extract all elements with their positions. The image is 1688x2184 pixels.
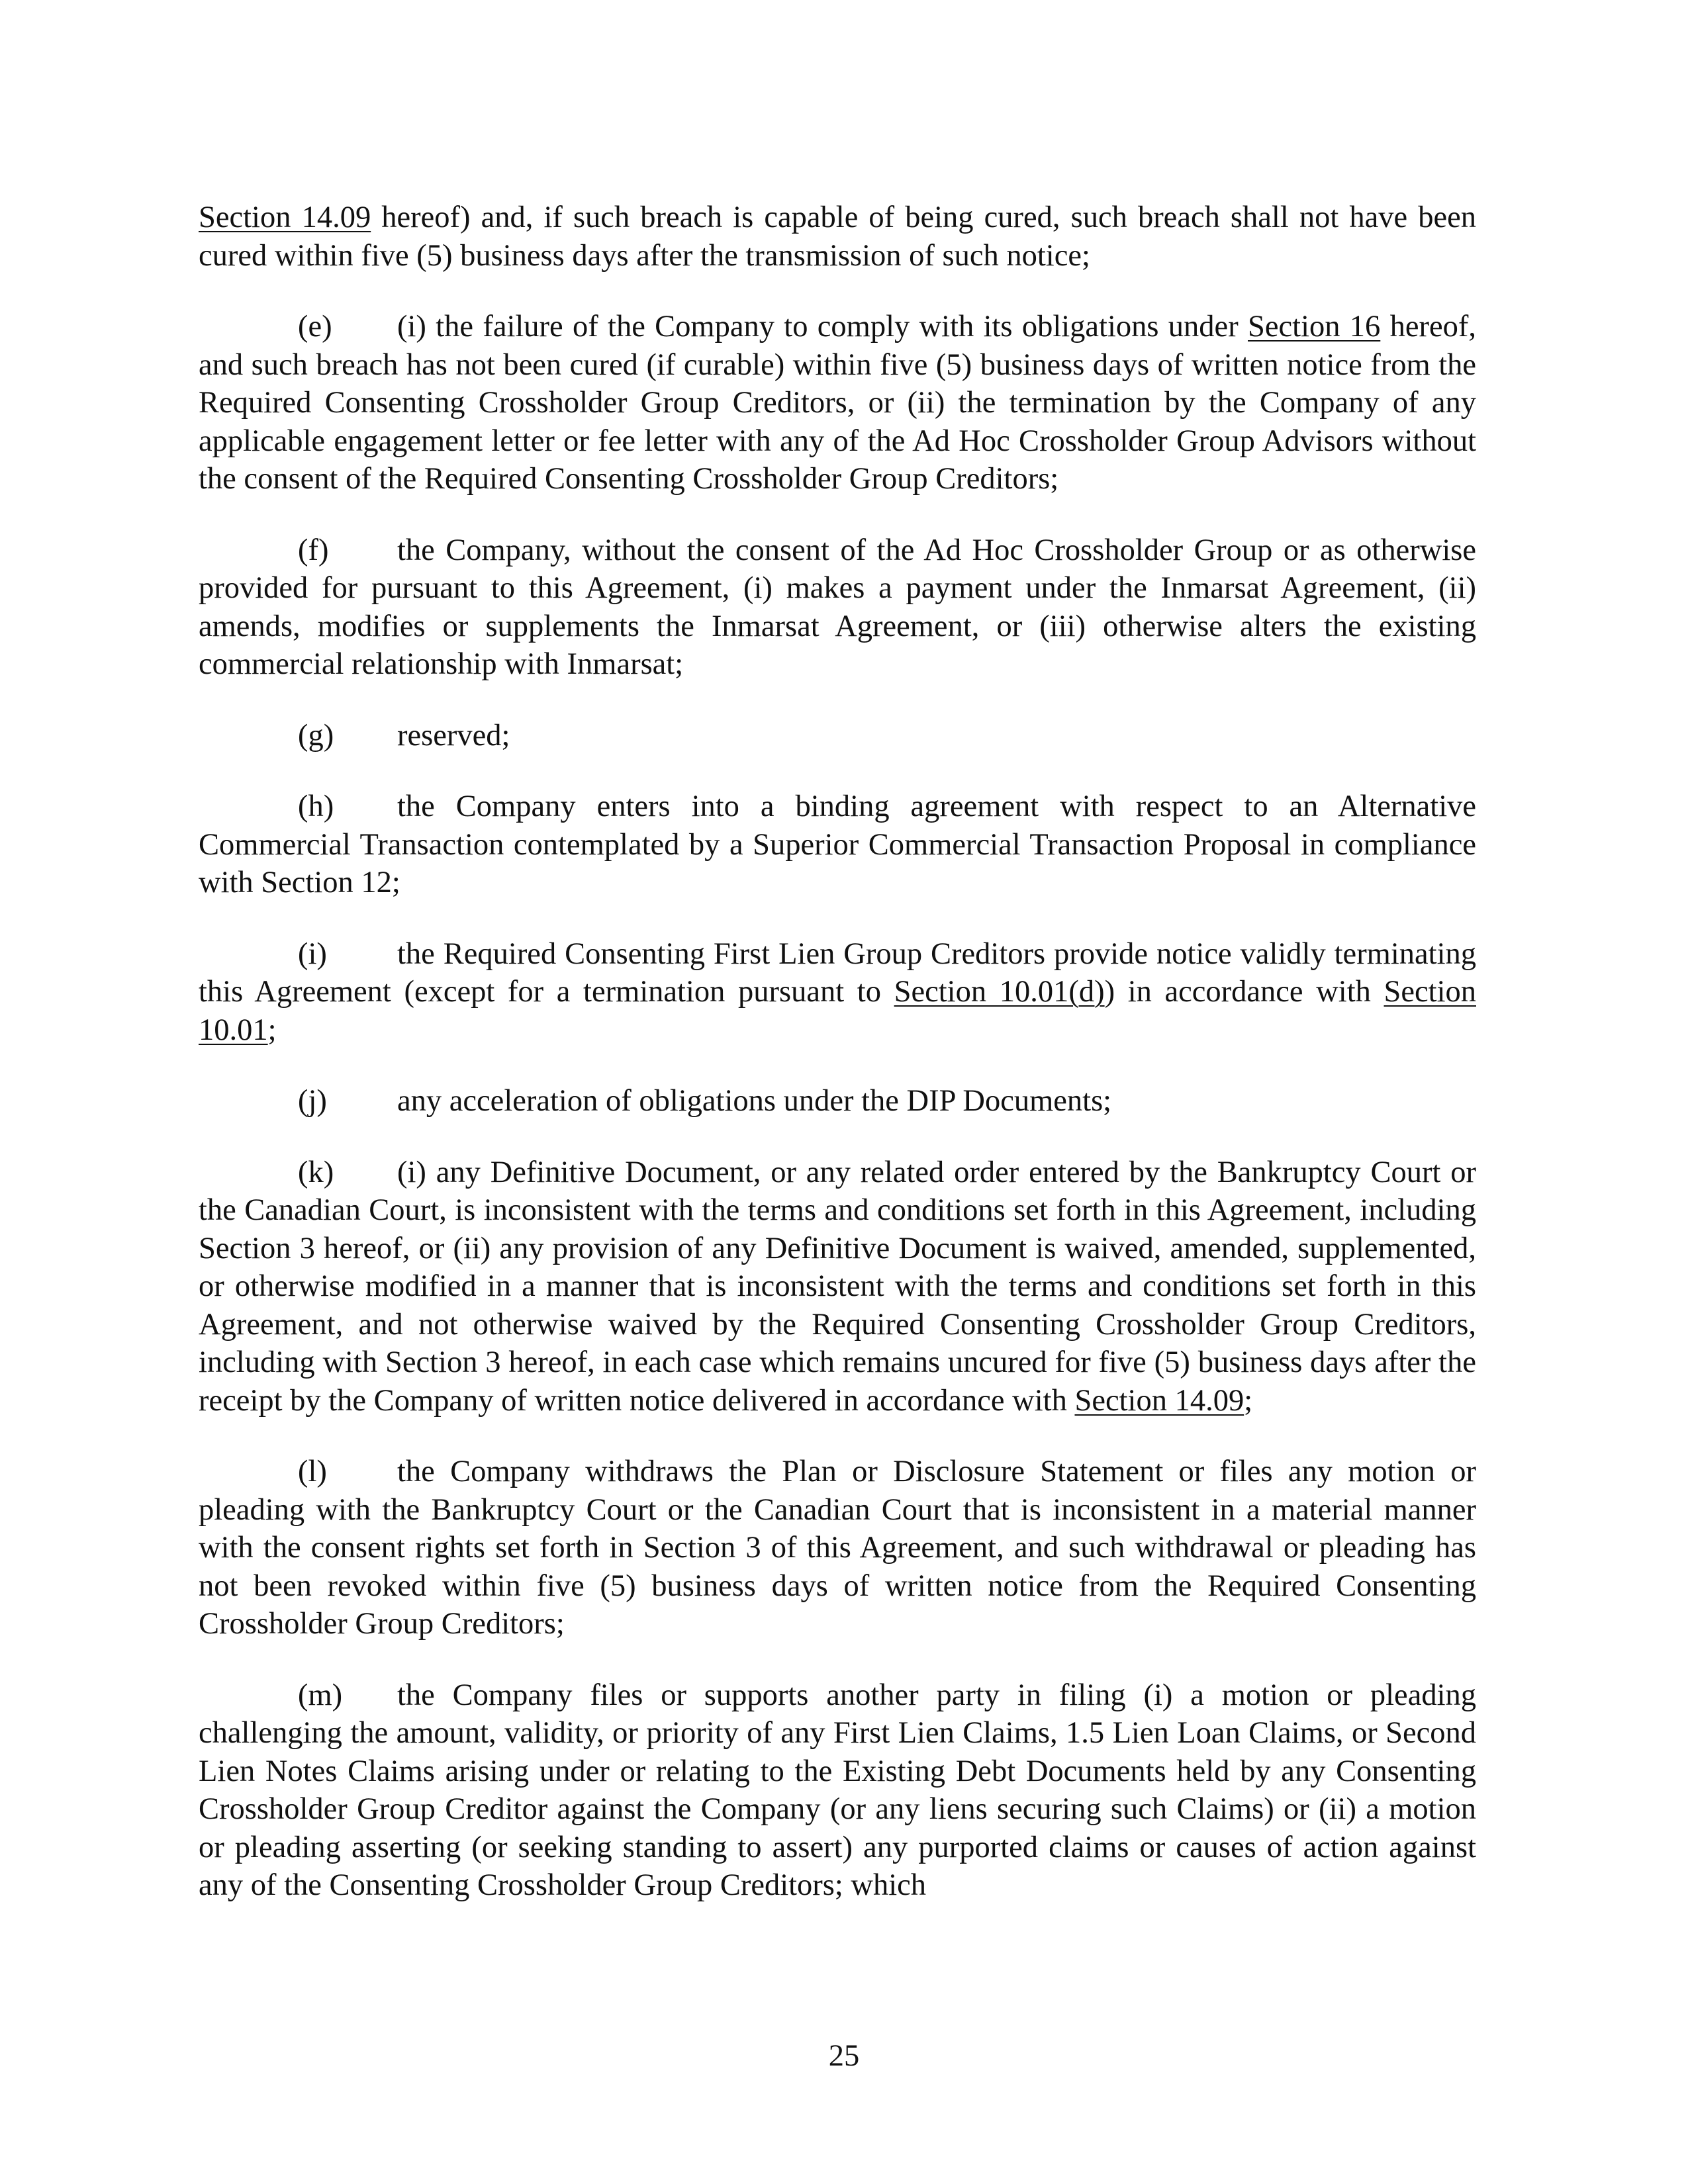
clause-text: the Required Consenting First Lien Group Creditors provide notice validly terminating this Agreement (except for a termination pursuant to bbox=[199, 936, 1476, 1009]
document-body bbox=[199, 199, 1476, 1938]
clause-text: the Company, without the consent of the Ad Hoc Crossholder Group or as otherwise provided for pursuant to this Agreement, (i) makes a payment under the Inmarsat Agreement, (ii) amends, modifies or supplements the Inmarsat Agreement, or (iii) otherwise alters the existing commercial relationship with Inmarsat; bbox=[199, 533, 1476, 681]
clause-f bbox=[199, 531, 1476, 684]
page-number: 25 bbox=[828, 2039, 860, 2073]
clause-text: ; bbox=[1244, 1383, 1253, 1418]
clause-label: (l) bbox=[298, 1455, 327, 1488]
clause-h bbox=[199, 788, 1476, 902]
clause-text: ) in accordance with bbox=[1104, 975, 1384, 1009]
section-reference: Section 14.09 bbox=[199, 201, 371, 234]
clause-text: (i) the failure of the Company to comply with its obligations under bbox=[397, 310, 1248, 343]
clause-text: the Company enters into a binding agreement with respect to an Alternative Commercial Transaction contemplated by a Superior Commercial Transaction Proposal in compliance with Section 12; bbox=[199, 790, 1476, 899]
clause-label: (m) bbox=[298, 1678, 343, 1712]
clause-m bbox=[199, 1676, 1476, 1905]
clause-text: the Company withdraws the Plan or Disclosure Statement or files any motion or pleading with the Bankruptcy Court or the Canadian Court that is inconsistent in a material manner with the consent rights set forth in Section 3 of this Agreement, and such withdrawal or pleading has not been revoked within five (5) business days of written notice from the Required Consenting Crossholder Group Creditors; bbox=[199, 1455, 1476, 1641]
clause-k bbox=[199, 1154, 1476, 1420]
clause-text: hereof) and, if such breach is capable of being cured, such breach shall not have been cured within five (5) business days after the transmission of such notice; bbox=[199, 201, 1476, 273]
clause-label: (f) bbox=[298, 533, 329, 567]
clause-text: hereof, and such breach has not been cured (if curable) within five (5) business days of written notice from the Required Consenting Crossholder Group Creditors, or (ii) the termination by the Company of any applicable engagement letter or fee letter with any of the Ad Hoc Crossholder Group Advisors without the consent of the Required Consenting Crossholder Group Creditors; bbox=[199, 310, 1477, 496]
clause-label: (e) bbox=[298, 310, 332, 343]
clause-label: (h) bbox=[298, 790, 334, 823]
clause-label: (i) bbox=[298, 936, 327, 971]
clause-text: ; bbox=[267, 1013, 277, 1047]
clause-i bbox=[199, 935, 1476, 1050]
clause-label: (k) bbox=[298, 1155, 334, 1189]
clause-label: (g) bbox=[298, 718, 334, 752]
clause-e bbox=[199, 308, 1476, 498]
clause-label: (j) bbox=[298, 1084, 327, 1118]
clause-text: (i) any Definitive Document, or any related order entered by the Bankruptcy Court or the Canadian Court, is inconsistent with the terms and conditions set forth in this Agreement, including Section 3 hereof, or (ii) any provision of any Definitive Document is waived, amended, supplemented, or otherwise modified in a manner that is inconsistent with the terms and conditions set forth in this Agreement, and not otherwise waived by the Required Consenting Crossholder Group Creditors, including with Section 3 hereof, in each case which remains uncured for five (5) business days after the receipt by the Company of written notice delivered in accordance with bbox=[199, 1155, 1476, 1418]
section-reference: Section 16 bbox=[1248, 310, 1381, 343]
clause-j bbox=[199, 1082, 1476, 1120]
clause-l bbox=[199, 1453, 1476, 1643]
clause-g bbox=[199, 717, 1476, 755]
clause-text: reserved; bbox=[397, 718, 510, 752]
continuation-paragraph bbox=[199, 199, 1476, 275]
section-reference: Section 10.01 bbox=[199, 975, 1476, 1047]
section-reference: Section 14.09 bbox=[1074, 1383, 1244, 1418]
clause-text: the Company files or supports another party in filing (i) a motion or pleading challenging the amount, validity, or priority of any First Lien Claims, 1.5 Lien Loan Claims, or Second Lien Notes Claims arising under or relating to the Existing Debt Documents held by any Consenting Crossholder Group Creditor against the Company (or any liens securing such Claims) or (ii) a motion or pleading asserting (or seeking standing to assert) any purported claims or causes of action against any of the Consenting Crossholder Group Creditors; which bbox=[199, 1678, 1476, 1902]
clause-text: any acceleration of obligations under the DIP Documents; bbox=[397, 1084, 1112, 1118]
section-reference: Section 10.01(d) bbox=[894, 975, 1105, 1009]
